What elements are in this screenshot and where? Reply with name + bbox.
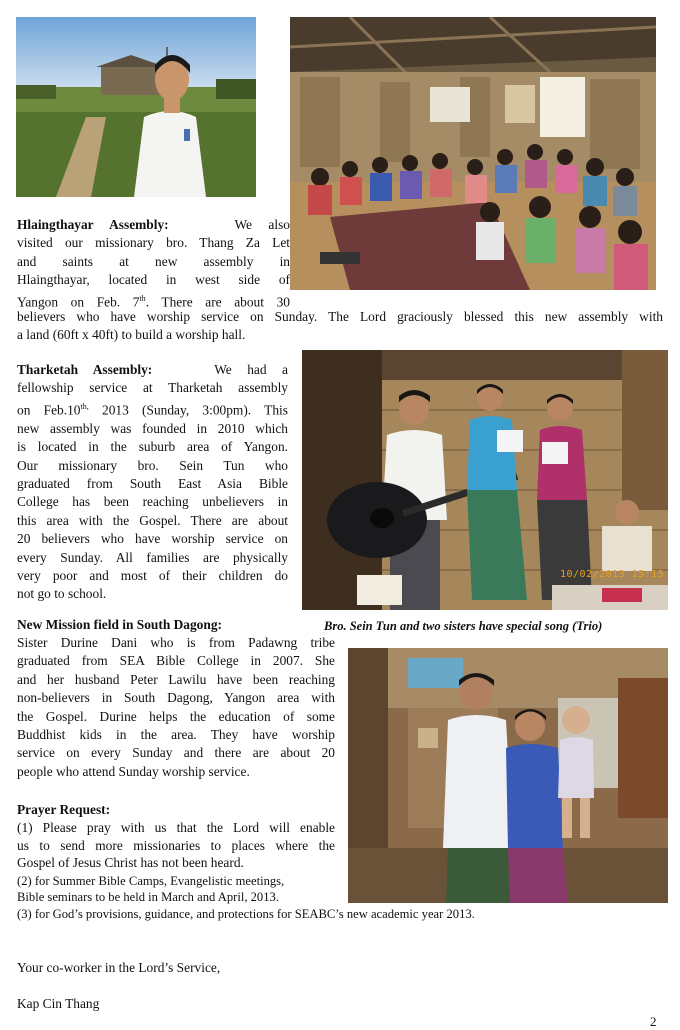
photo-tharketah-trio [302, 350, 668, 610]
signature-name: Kap Cin Thang [17, 996, 100, 1011]
prayer-request-item-2: (2) for Summer Bible Camps, Evangelistic meetings, Bible seminars to be held in March and April, 2013. [17, 874, 285, 904]
section-hlaingthayar: Hlaingthayar Assembly: We also visited our missionary bro. Thang Za Let and saints at new assembly in Hlaingthayar, located in west side of Yangon on Feb. 7th. There are about 30 [17, 217, 290, 310]
section-south-dagong: Sister Durine Dani who is from Padawng tribe graduated from SEA Bible College in 2007. She and her husband Peter Lawilu have been reaching non-believers in South Dagong, Yangon area with the Gospel. Durine helps the education of some Buddhist kids in the area. They have worship service on every Sunday and there are about 20 people who attend Sunday worship service. [17, 635, 335, 779]
closing-salutation: Your co-worker in the Lord’s Service, [17, 960, 221, 975]
prayer-request-item-3: (3) for God’s provisions, guidance, and protections for SEABC’s new academic year 2013. [17, 907, 475, 921]
prayer-request-item-1: (1) Please pray with us that the Lord will enable us to send more missionaries to places where the Gospel of Jesus Christ has not been heard. [17, 820, 335, 870]
page-number: 2 [650, 1014, 657, 1029]
section-tharketah: Tharketah Assembly: We had a fellowship service at Tharketah assembly on $Feb.10^{th,}$ 2013 (Sunday, 3:00pm). This new assembly was founded in 2010 which is located in the suburb area of Yangon. Our missionary bro. Sein Tun who graduated from South East Asia Bible College has been reaching unbelievers in this area with the Gospel. There are about 20 believers who have worship service on every Sunday. All families are physically very poor and most of their children do not go to school. [17, 362, 288, 602]
photo-hlaingthayar-congregation [290, 17, 656, 290]
section-hlaingthayar-continued: believers who have worship service on Sunday. The Lord graciously blessed this new assembly with a land (60ft x 40ft) to build a worship hall. [17, 309, 663, 343]
section-south-dagong-title: New Mission field in South Dagong: [17, 617, 222, 632]
photo-date-stamp: 10/02/2013 15:15 [560, 569, 665, 580]
prayer-request-title: Prayer Request: [17, 802, 111, 817]
photo-hlaingthayar-missionary [16, 17, 256, 197]
section-hlaingthayar-title: Hlaingthayar Assembly: [17, 217, 169, 232]
photo-south-dagong-family [348, 648, 668, 903]
photo-trio-caption: Bro. Sein Tun and two sisters have special song (Trio) [324, 619, 603, 633]
section-tharketah-title: Tharketah Assembly: [17, 362, 153, 377]
